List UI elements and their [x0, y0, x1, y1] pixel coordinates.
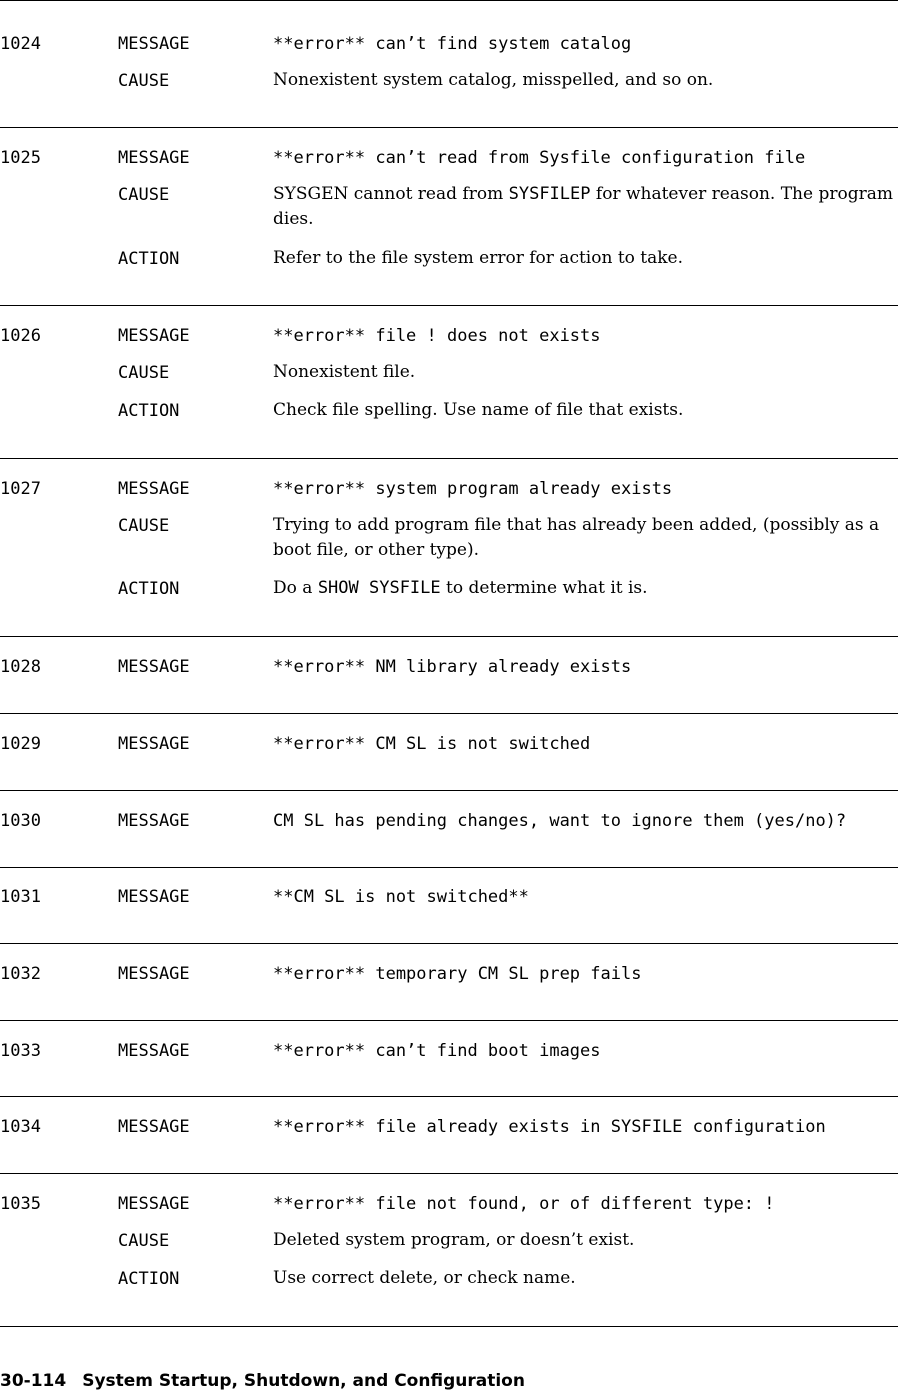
- error-number: 1029: [0, 734, 41, 754]
- page-number: 30-114: [0, 1371, 67, 1391]
- cause-text: [273, 182, 907, 232]
- cause-text-part: for whatever reason. The program dies.: [273, 184, 893, 229]
- action-label: ACTION: [118, 1269, 180, 1289]
- message-label: MESSAGE: [118, 1194, 190, 1214]
- action-text: Use correct delete, or check name.: [273, 1268, 576, 1288]
- divider: [0, 458, 898, 459]
- error-message: **error** can’t find system catalog: [273, 34, 632, 54]
- error-number: 1035: [0, 1194, 41, 1214]
- cause-label: CAUSE: [118, 363, 170, 383]
- cause-label: CAUSE: [118, 185, 170, 205]
- error-message: **error** system program already exists: [273, 479, 673, 499]
- divider: [0, 943, 898, 944]
- message-label: MESSAGE: [118, 657, 190, 677]
- cause-code: SYSFILEP: [508, 184, 591, 204]
- divider: [0, 127, 898, 128]
- cause-text-part: SYSGEN cannot read from: [273, 184, 504, 204]
- error-number: 1027: [0, 479, 41, 499]
- error-message: **error** file already exists in SYSFILE configuration: [273, 1117, 826, 1137]
- error-message: **error** can’t find boot images: [273, 1041, 601, 1061]
- error-message: **error** can’t read from Sysfile configuration file: [273, 148, 806, 168]
- divider: [0, 1173, 898, 1174]
- page-footer: [0, 1370, 525, 1392]
- message-label: MESSAGE: [118, 887, 190, 907]
- error-number: 1032: [0, 964, 41, 984]
- action-text: [273, 576, 907, 601]
- error-message: **error** file not found, or of different type: !: [273, 1194, 775, 1214]
- error-message: **error** NM library already exists: [273, 657, 632, 677]
- error-message: CM SL has pending changes, want to ignore them (yes/no)?: [273, 811, 847, 831]
- cause-text: Nonexistent system catalog, misspelled, and so on.: [273, 70, 714, 90]
- error-message: **error** temporary CM SL prep fails: [273, 964, 642, 984]
- message-label: MESSAGE: [118, 734, 190, 754]
- message-label: MESSAGE: [118, 1041, 190, 1061]
- action-text-part: to determine what it is.: [446, 578, 648, 598]
- divider: [0, 636, 898, 637]
- message-label: MESSAGE: [118, 1117, 190, 1137]
- divider: [0, 713, 898, 714]
- error-number: 1026: [0, 326, 41, 346]
- error-number: 1025: [0, 148, 41, 168]
- error-message: **error** CM SL is not switched: [273, 734, 591, 754]
- action-label: ACTION: [118, 249, 180, 269]
- message-label: MESSAGE: [118, 148, 190, 168]
- error-number: 1031: [0, 887, 41, 907]
- divider: [0, 1096, 898, 1097]
- message-label: MESSAGE: [118, 326, 190, 346]
- error-number: 1034: [0, 1117, 41, 1137]
- cause-label: CAUSE: [118, 71, 170, 91]
- divider: [0, 1326, 898, 1327]
- error-number: 1030: [0, 811, 41, 831]
- message-label: MESSAGE: [118, 479, 190, 499]
- message-label: MESSAGE: [118, 811, 190, 831]
- action-code: SHOW SYSFILE: [317, 578, 441, 598]
- divider: [0, 305, 898, 306]
- chapter-title: System Startup, Shutdown, and Configuration: [82, 1371, 525, 1391]
- divider: [0, 867, 898, 868]
- cause-text: Deleted system program, or doesn’t exist.: [273, 1230, 635, 1250]
- error-number: 1033: [0, 1041, 41, 1061]
- message-label: MESSAGE: [118, 964, 190, 984]
- action-label: ACTION: [118, 401, 180, 421]
- cause-text: Trying to add program file that has already been added, (possibly as a boot file, or other type).: [273, 515, 880, 560]
- action-label: ACTION: [118, 579, 180, 599]
- divider: [0, 790, 898, 791]
- error-message: **error** file ! does not exists: [273, 326, 601, 346]
- cause-label: CAUSE: [118, 1231, 170, 1251]
- divider: [0, 1020, 898, 1021]
- message-label: MESSAGE: [118, 34, 190, 54]
- action-text: Check file spelling. Use name of file that exists.: [273, 400, 684, 420]
- cause-text: Nonexistent file.: [273, 362, 416, 382]
- action-text: Refer to the file system error for action to take.: [273, 248, 684, 268]
- cause-label: CAUSE: [118, 516, 170, 536]
- action-text-part: Do a: [273, 578, 313, 598]
- error-number: 1024: [0, 34, 41, 54]
- error-message: **CM SL is not switched**: [273, 887, 529, 907]
- error-number: 1028: [0, 657, 41, 677]
